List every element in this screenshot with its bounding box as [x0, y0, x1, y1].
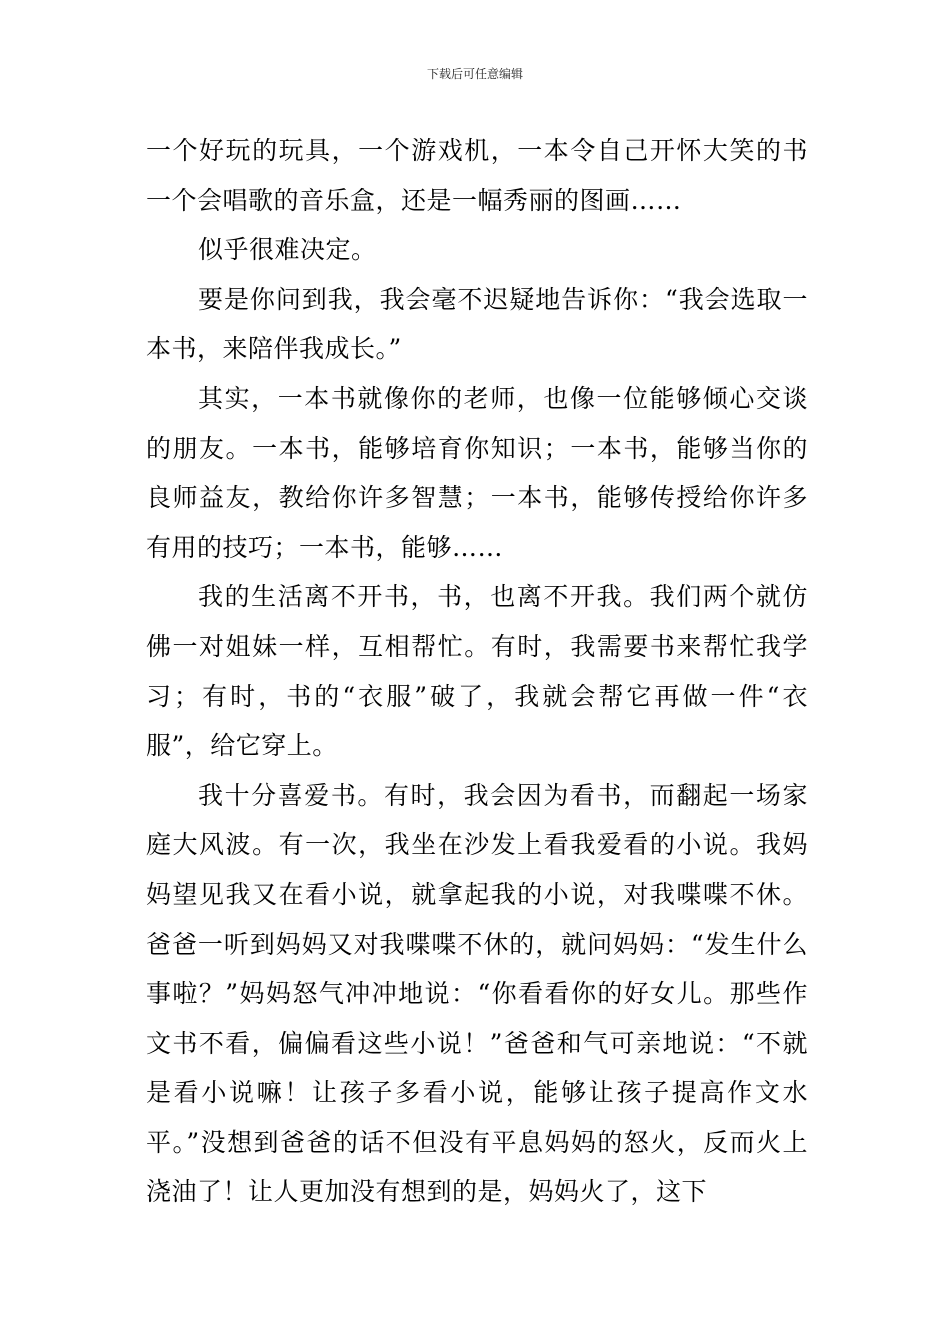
paragraph-5: 我的生活离不开书，书，也离不开我。我们两个就仿佛一对姐妹一样，互相帮忙。有时，我需要书来帮忙我学习；有时，书的“衣服”破了，我就会帮它再做一件“衣服”，给它穿上。 — [146, 582, 808, 761]
page-header: 下载后可任意编辑 — [426, 67, 523, 81]
paragraph-2: 似乎很难决定。 — [198, 235, 377, 265]
document-body — [146, 126, 808, 1217]
paragraph-6: 我十分喜爱书。有时，我会因为看书，而翻起一场家庭大风波。有一次，我坐在沙发上看我爱看的小说。我妈妈望见我又在看小说，就拿起我的小说，对我喋喋不休。爸爸一听到妈妈又对我喋喋不休的，就问妈妈：“发生什么事啦？”妈妈怒气冲冲地说：“你看看你的好女儿。那些作文书不看，偏偏看这些小说！”爸爸和气可亲地说：“不就是看小说嘛！让孩子多看小说，能够让孩子提高作文水平。”没想到爸爸的话不但没有平息妈妈的怒火，反而火上浇油了！让人更加没有想到的是，妈妈火了，这下 — [146, 780, 808, 1207]
paragraph-4: 其实，一本书就像你的老师，也像一位能够倾心交谈的朋友。一本书，能够培育你知识；一本书，能够当你的良师益友，教给你许多智慧；一本书，能够传授给你许多有用的技巧；一本书，能够…… — [146, 383, 808, 562]
paragraph-3: 要是你问到我，我会毫不迟疑地告诉你：“我会选取一本书，来陪伴我成长。” — [146, 284, 808, 364]
paragraph-1: 一个好玩的玩具，一个游戏机，一本令自己开怀大笑的书一个会唱歌的音乐盒，还是一幅秀丽的图画…… — [146, 136, 808, 215]
